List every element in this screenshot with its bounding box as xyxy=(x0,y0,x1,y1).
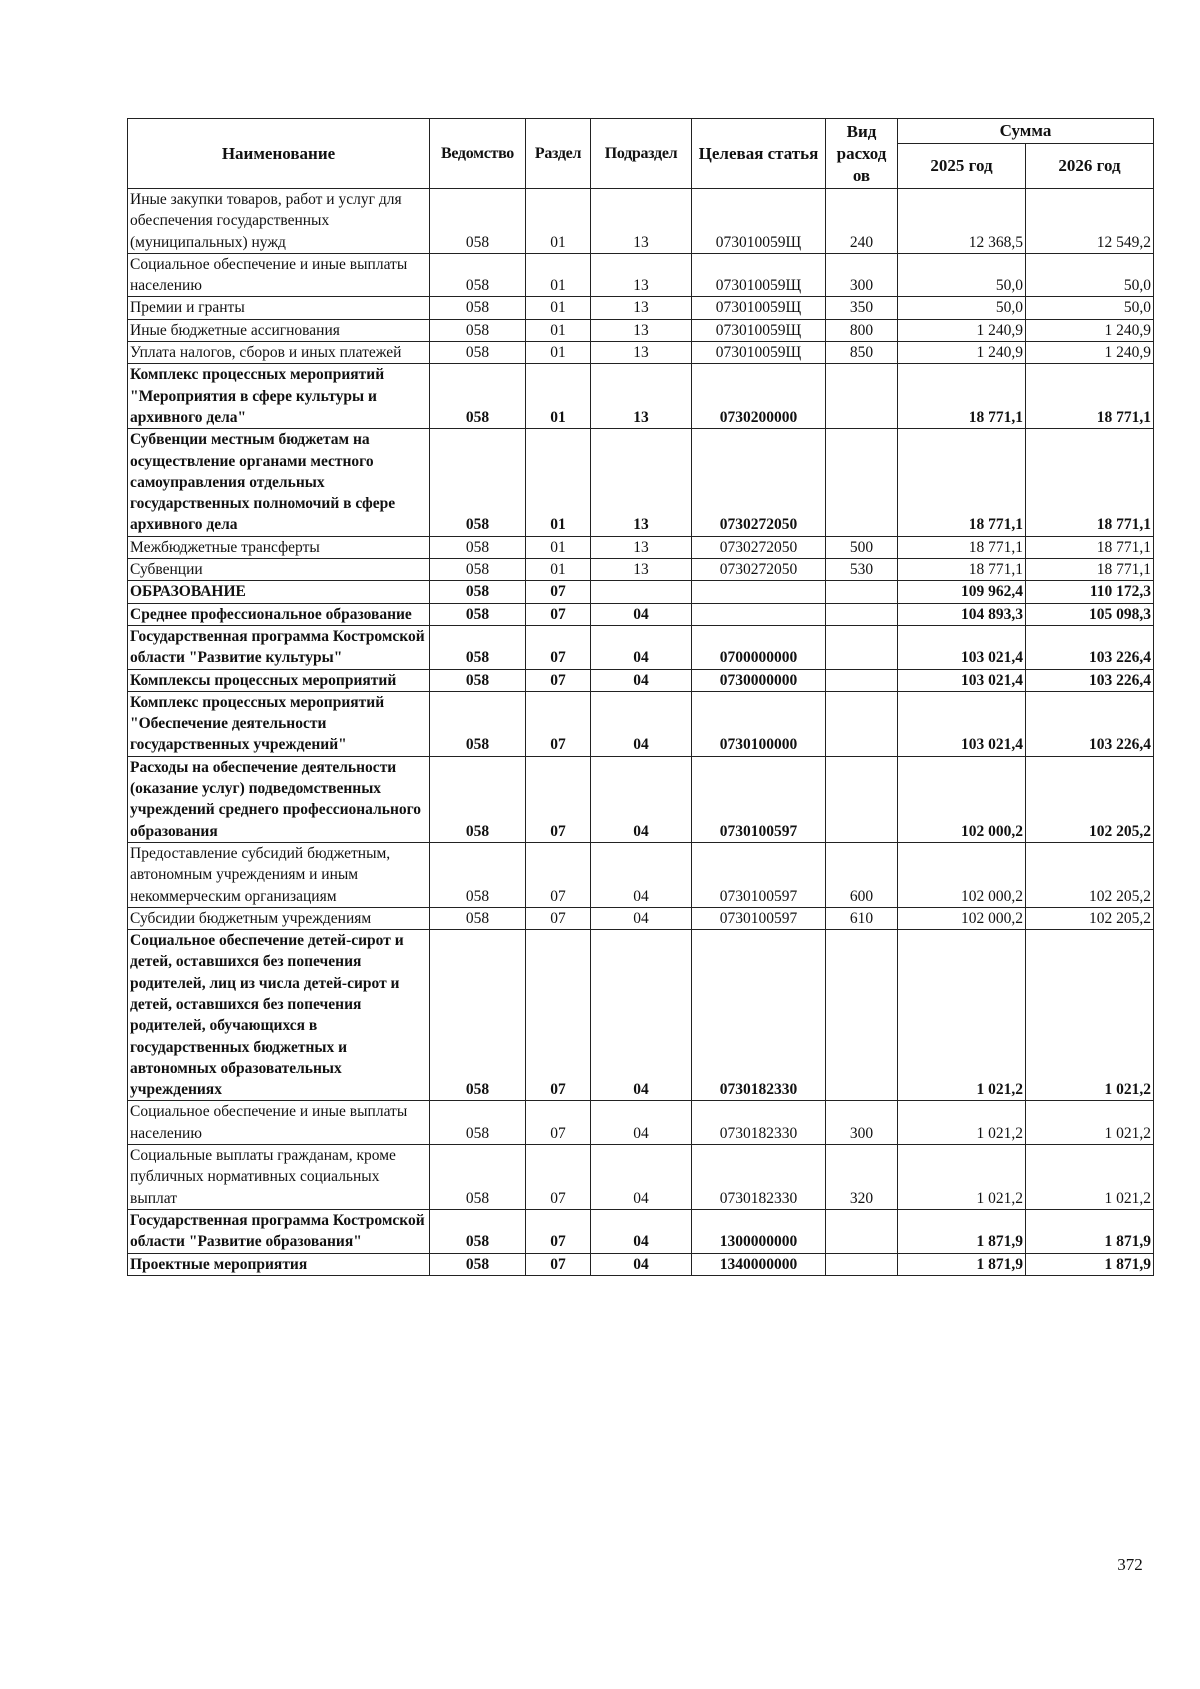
cell-name: Среднее профессиональное образование xyxy=(128,603,430,625)
cell-name: Государственная программа Костромской области "Развитие образования" xyxy=(128,1209,430,1253)
cell-celevaya-statya: 0730272050 xyxy=(692,536,826,558)
cell-name: ОБРАЗОВАНИЕ xyxy=(128,581,430,603)
table-row xyxy=(128,1209,1154,1253)
cell-sum-2026: 18 771,1 xyxy=(1026,364,1154,429)
cell-name: Социальное обеспечение детей-сирот и детей, оставшихся без попечения родителей, лиц из числа детей-сирот и детей, оставшихся без попечения родителей, обучающихся в государственных бюджетных и автономных образовательных учреждениях xyxy=(128,930,430,1101)
cell-podrazdel: 04 xyxy=(591,669,692,691)
cell-vid-rashodov xyxy=(826,930,898,1101)
cell-sum-2026: 102 205,2 xyxy=(1026,842,1154,907)
cell-razdel: 07 xyxy=(526,581,591,603)
cell-name: Иные закупки товаров, работ и услуг для обеспечения государственных (муниципальных) нужд xyxy=(128,189,430,254)
cell-name: Премии и гранты xyxy=(128,297,430,319)
cell-podrazdel: 13 xyxy=(591,253,692,297)
cell-sum-2025: 50,0 xyxy=(898,297,1026,319)
cell-name: Комплексы процессных мероприятий xyxy=(128,669,430,691)
cell-podrazdel: 13 xyxy=(591,189,692,254)
cell-name: Субсидии бюджетным учреждениям xyxy=(128,907,430,929)
header-vid-rashodov: Вид расход ов xyxy=(826,119,898,189)
cell-podrazdel: 13 xyxy=(591,342,692,364)
cell-razdel: 07 xyxy=(526,1101,591,1145)
cell-celevaya-statya: 073010059Щ xyxy=(692,319,826,341)
cell-name: Комплекс процессных мероприятий "Мероприятия в сфере культуры и архивного дела" xyxy=(128,364,430,429)
cell-podrazdel: 13 xyxy=(591,559,692,581)
cell-sum-2026: 110 172,3 xyxy=(1026,581,1154,603)
table-body xyxy=(128,189,1154,1276)
table-row xyxy=(128,907,1154,929)
cell-sum-2026: 1 871,9 xyxy=(1026,1209,1154,1253)
cell-celevaya-statya: 0730182330 xyxy=(692,1101,826,1145)
cell-celevaya-statya: 0730100000 xyxy=(692,691,826,756)
cell-vid-rashodov xyxy=(826,429,898,536)
cell-razdel: 07 xyxy=(526,756,591,842)
table-row xyxy=(128,1145,1154,1210)
cell-name: Субвенции местным бюджетам на осуществление органами местного самоуправления отдельных государственных полномочий в сфере архивного дела xyxy=(128,429,430,536)
cell-vid-rashodov: 610 xyxy=(826,907,898,929)
cell-vedomstvo: 058 xyxy=(430,536,526,558)
cell-name: Межбюджетные трансферты xyxy=(128,536,430,558)
cell-name: Проектные мероприятия xyxy=(128,1253,430,1275)
table-row xyxy=(128,625,1154,669)
cell-name: Уплата налогов, сборов и иных платежей xyxy=(128,342,430,364)
cell-name: Социальные выплаты гражданам, кроме публичных нормативных социальных выплат xyxy=(128,1145,430,1210)
cell-sum-2026: 103 226,4 xyxy=(1026,625,1154,669)
cell-razdel: 07 xyxy=(526,1145,591,1210)
cell-vid-rashodov: 300 xyxy=(826,1101,898,1145)
header-razdel: Раздел xyxy=(526,119,591,189)
cell-celevaya-statya: 0730182330 xyxy=(692,930,826,1101)
table-row xyxy=(128,581,1154,603)
cell-celevaya-statya: 0730200000 xyxy=(692,364,826,429)
cell-celevaya-statya: 0730100597 xyxy=(692,842,826,907)
cell-podrazdel xyxy=(591,581,692,603)
cell-sum-2026: 12 549,2 xyxy=(1026,189,1154,254)
cell-razdel: 07 xyxy=(526,625,591,669)
cell-sum-2025: 1 871,9 xyxy=(898,1209,1026,1253)
table-row xyxy=(128,189,1154,254)
cell-vedomstvo: 058 xyxy=(430,842,526,907)
cell-razdel: 07 xyxy=(526,1209,591,1253)
cell-razdel: 01 xyxy=(526,536,591,558)
table-row xyxy=(128,429,1154,536)
cell-sum-2026: 50,0 xyxy=(1026,253,1154,297)
cell-sum-2026: 1 021,2 xyxy=(1026,1101,1154,1145)
cell-razdel: 01 xyxy=(526,559,591,581)
cell-razdel: 07 xyxy=(526,907,591,929)
cell-sum-2025: 103 021,4 xyxy=(898,669,1026,691)
cell-vedomstvo: 058 xyxy=(430,429,526,536)
cell-sum-2026: 18 771,1 xyxy=(1026,559,1154,581)
cell-sum-2026: 1 240,9 xyxy=(1026,319,1154,341)
cell-sum-2025: 18 771,1 xyxy=(898,536,1026,558)
cell-vedomstvo: 058 xyxy=(430,319,526,341)
cell-vedomstvo: 058 xyxy=(430,1145,526,1210)
cell-sum-2025: 103 021,4 xyxy=(898,625,1026,669)
cell-celevaya-statya: 0730100597 xyxy=(692,756,826,842)
cell-podrazdel: 04 xyxy=(591,756,692,842)
cell-razdel: 07 xyxy=(526,669,591,691)
cell-sum-2026: 102 205,2 xyxy=(1026,756,1154,842)
cell-razdel: 07 xyxy=(526,1253,591,1275)
cell-vedomstvo: 058 xyxy=(430,253,526,297)
table-row xyxy=(128,319,1154,341)
cell-celevaya-statya: 1300000000 xyxy=(692,1209,826,1253)
cell-vid-rashodov: 600 xyxy=(826,842,898,907)
cell-name: Социальное обеспечение и иные выплаты населению xyxy=(128,1101,430,1145)
cell-sum-2025: 18 771,1 xyxy=(898,429,1026,536)
cell-sum-2025: 1 021,2 xyxy=(898,1101,1026,1145)
cell-celevaya-statya: 073010059Щ xyxy=(692,342,826,364)
cell-razdel: 01 xyxy=(526,253,591,297)
cell-name: Иные бюджетные ассигнования xyxy=(128,319,430,341)
cell-sum-2025: 102 000,2 xyxy=(898,907,1026,929)
table-row xyxy=(128,559,1154,581)
cell-sum-2025: 1 021,2 xyxy=(898,1145,1026,1210)
cell-vedomstvo: 058 xyxy=(430,559,526,581)
cell-vedomstvo: 058 xyxy=(430,364,526,429)
cell-sum-2025: 103 021,4 xyxy=(898,691,1026,756)
table-row xyxy=(128,842,1154,907)
cell-name: Предоставление субсидий бюджетным, автономным учреждениям и иным некоммерческим организациям xyxy=(128,842,430,907)
cell-vid-rashodov: 350 xyxy=(826,297,898,319)
table-row xyxy=(128,930,1154,1101)
cell-sum-2025: 1 871,9 xyxy=(898,1253,1026,1275)
cell-celevaya-statya: 0700000000 xyxy=(692,625,826,669)
budget-table xyxy=(127,118,1154,1276)
cell-podrazdel: 04 xyxy=(591,1209,692,1253)
cell-sum-2025: 104 893,3 xyxy=(898,603,1026,625)
cell-celevaya-statya: 0730272050 xyxy=(692,429,826,536)
cell-celevaya-statya: 0730182330 xyxy=(692,1145,826,1210)
cell-razdel: 01 xyxy=(526,429,591,536)
cell-podrazdel: 04 xyxy=(591,930,692,1101)
cell-vid-rashodov xyxy=(826,1209,898,1253)
cell-podrazdel: 04 xyxy=(591,842,692,907)
cell-podrazdel: 04 xyxy=(591,907,692,929)
cell-sum-2026: 103 226,4 xyxy=(1026,669,1154,691)
cell-sum-2026: 1 021,2 xyxy=(1026,930,1154,1101)
cell-sum-2026: 102 205,2 xyxy=(1026,907,1154,929)
header-year-2025: 2025 год xyxy=(898,144,1026,189)
cell-sum-2026: 103 226,4 xyxy=(1026,691,1154,756)
cell-vid-rashodov xyxy=(826,364,898,429)
cell-podrazdel: 04 xyxy=(591,1253,692,1275)
cell-vid-rashodov: 850 xyxy=(826,342,898,364)
cell-vid-rashodov: 500 xyxy=(826,536,898,558)
cell-vedomstvo: 058 xyxy=(430,1253,526,1275)
cell-vedomstvo: 058 xyxy=(430,297,526,319)
cell-vedomstvo: 058 xyxy=(430,691,526,756)
cell-celevaya-statya: 073010059Щ xyxy=(692,253,826,297)
header-summa: Сумма xyxy=(898,119,1154,144)
cell-name: Комплекс процессных мероприятий "Обеспечение деятельности государственных учреждений" xyxy=(128,691,430,756)
cell-vid-rashodov: 240 xyxy=(826,189,898,254)
table-row xyxy=(128,364,1154,429)
cell-sum-2026: 1 021,2 xyxy=(1026,1145,1154,1210)
cell-name: Социальное обеспечение и иные выплаты населению xyxy=(128,253,430,297)
table-row xyxy=(128,1101,1154,1145)
cell-celevaya-statya: 1340000000 xyxy=(692,1253,826,1275)
cell-celevaya-statya: 0730272050 xyxy=(692,559,826,581)
cell-podrazdel: 04 xyxy=(591,691,692,756)
cell-sum-2025: 102 000,2 xyxy=(898,842,1026,907)
cell-sum-2026: 1 240,9 xyxy=(1026,342,1154,364)
table-row xyxy=(128,342,1154,364)
table-row xyxy=(128,691,1154,756)
cell-razdel: 01 xyxy=(526,297,591,319)
cell-sum-2025: 18 771,1 xyxy=(898,364,1026,429)
cell-sum-2025: 102 000,2 xyxy=(898,756,1026,842)
cell-podrazdel: 04 xyxy=(591,625,692,669)
cell-podrazdel: 13 xyxy=(591,297,692,319)
cell-vid-rashodov: 800 xyxy=(826,319,898,341)
table-row xyxy=(128,669,1154,691)
cell-sum-2026: 1 871,9 xyxy=(1026,1253,1154,1275)
cell-sum-2026: 18 771,1 xyxy=(1026,536,1154,558)
cell-vid-rashodov xyxy=(826,1253,898,1275)
cell-razdel: 07 xyxy=(526,603,591,625)
cell-podrazdel: 13 xyxy=(591,429,692,536)
cell-celevaya-statya: 0730000000 xyxy=(692,669,826,691)
cell-razdel: 01 xyxy=(526,342,591,364)
cell-vedomstvo: 058 xyxy=(430,581,526,603)
cell-sum-2025: 1 240,9 xyxy=(898,342,1026,364)
header-podrazdel: Подраздел xyxy=(591,119,692,189)
cell-vid-rashodov: 320 xyxy=(826,1145,898,1210)
cell-name: Государственная программа Костромской области "Развитие культуры" xyxy=(128,625,430,669)
cell-razdel: 01 xyxy=(526,189,591,254)
cell-vid-rashodov xyxy=(826,625,898,669)
cell-celevaya-statya: 073010059Щ xyxy=(692,297,826,319)
table-row xyxy=(128,297,1154,319)
cell-sum-2025: 109 962,4 xyxy=(898,581,1026,603)
cell-vedomstvo: 058 xyxy=(430,342,526,364)
cell-celevaya-statya xyxy=(692,581,826,603)
table-header xyxy=(128,119,1154,189)
cell-razdel: 01 xyxy=(526,364,591,429)
cell-celevaya-statya: 073010059Щ xyxy=(692,189,826,254)
header-celevaya-statya: Целевая статья xyxy=(692,119,826,189)
table-row xyxy=(128,536,1154,558)
cell-vid-rashodov xyxy=(826,756,898,842)
cell-vedomstvo: 058 xyxy=(430,756,526,842)
cell-vid-rashodov xyxy=(826,691,898,756)
cell-razdel: 07 xyxy=(526,842,591,907)
cell-sum-2025: 1 021,2 xyxy=(898,930,1026,1101)
cell-vid-rashodov: 300 xyxy=(826,253,898,297)
table-row xyxy=(128,603,1154,625)
cell-podrazdel: 04 xyxy=(591,1145,692,1210)
header-year-2026: 2026 год xyxy=(1026,144,1154,189)
cell-podrazdel: 13 xyxy=(591,364,692,429)
cell-sum-2026: 18 771,1 xyxy=(1026,429,1154,536)
cell-podrazdel: 04 xyxy=(591,1101,692,1145)
header-name: Наименование xyxy=(128,119,430,189)
cell-vedomstvo: 058 xyxy=(430,1101,526,1145)
cell-name: Субвенции xyxy=(128,559,430,581)
header-vedomstvo: Ведомство xyxy=(430,119,526,189)
table-row xyxy=(128,1253,1154,1275)
cell-sum-2026: 50,0 xyxy=(1026,297,1154,319)
cell-podrazdel: 13 xyxy=(591,319,692,341)
cell-razdel: 01 xyxy=(526,319,591,341)
cell-sum-2026: 105 098,3 xyxy=(1026,603,1154,625)
table-row xyxy=(128,253,1154,297)
cell-sum-2025: 12 368,5 xyxy=(898,189,1026,254)
cell-vid-rashodov xyxy=(826,581,898,603)
cell-sum-2025: 50,0 xyxy=(898,253,1026,297)
cell-podrazdel: 13 xyxy=(591,536,692,558)
cell-vedomstvo: 058 xyxy=(430,603,526,625)
cell-vid-rashodov xyxy=(826,603,898,625)
cell-celevaya-statya xyxy=(692,603,826,625)
cell-razdel: 07 xyxy=(526,691,591,756)
cell-name: Расходы на обеспечение деятельности (оказание услуг) подведомственных учреждений среднего профессионального образования xyxy=(128,756,430,842)
cell-podrazdel: 04 xyxy=(591,603,692,625)
cell-vedomstvo: 058 xyxy=(430,625,526,669)
cell-vedomstvo: 058 xyxy=(430,930,526,1101)
cell-vedomstvo: 058 xyxy=(430,1209,526,1253)
cell-razdel: 07 xyxy=(526,930,591,1101)
table-row xyxy=(128,756,1154,842)
cell-sum-2025: 1 240,9 xyxy=(898,319,1026,341)
cell-celevaya-statya: 0730100597 xyxy=(692,907,826,929)
cell-vedomstvo: 058 xyxy=(430,189,526,254)
cell-vid-rashodov: 530 xyxy=(826,559,898,581)
cell-vedomstvo: 058 xyxy=(430,669,526,691)
page-number: 372 xyxy=(1117,1555,1143,1574)
cell-vid-rashodov xyxy=(826,669,898,691)
cell-vedomstvo: 058 xyxy=(430,907,526,929)
cell-sum-2025: 18 771,1 xyxy=(898,559,1026,581)
